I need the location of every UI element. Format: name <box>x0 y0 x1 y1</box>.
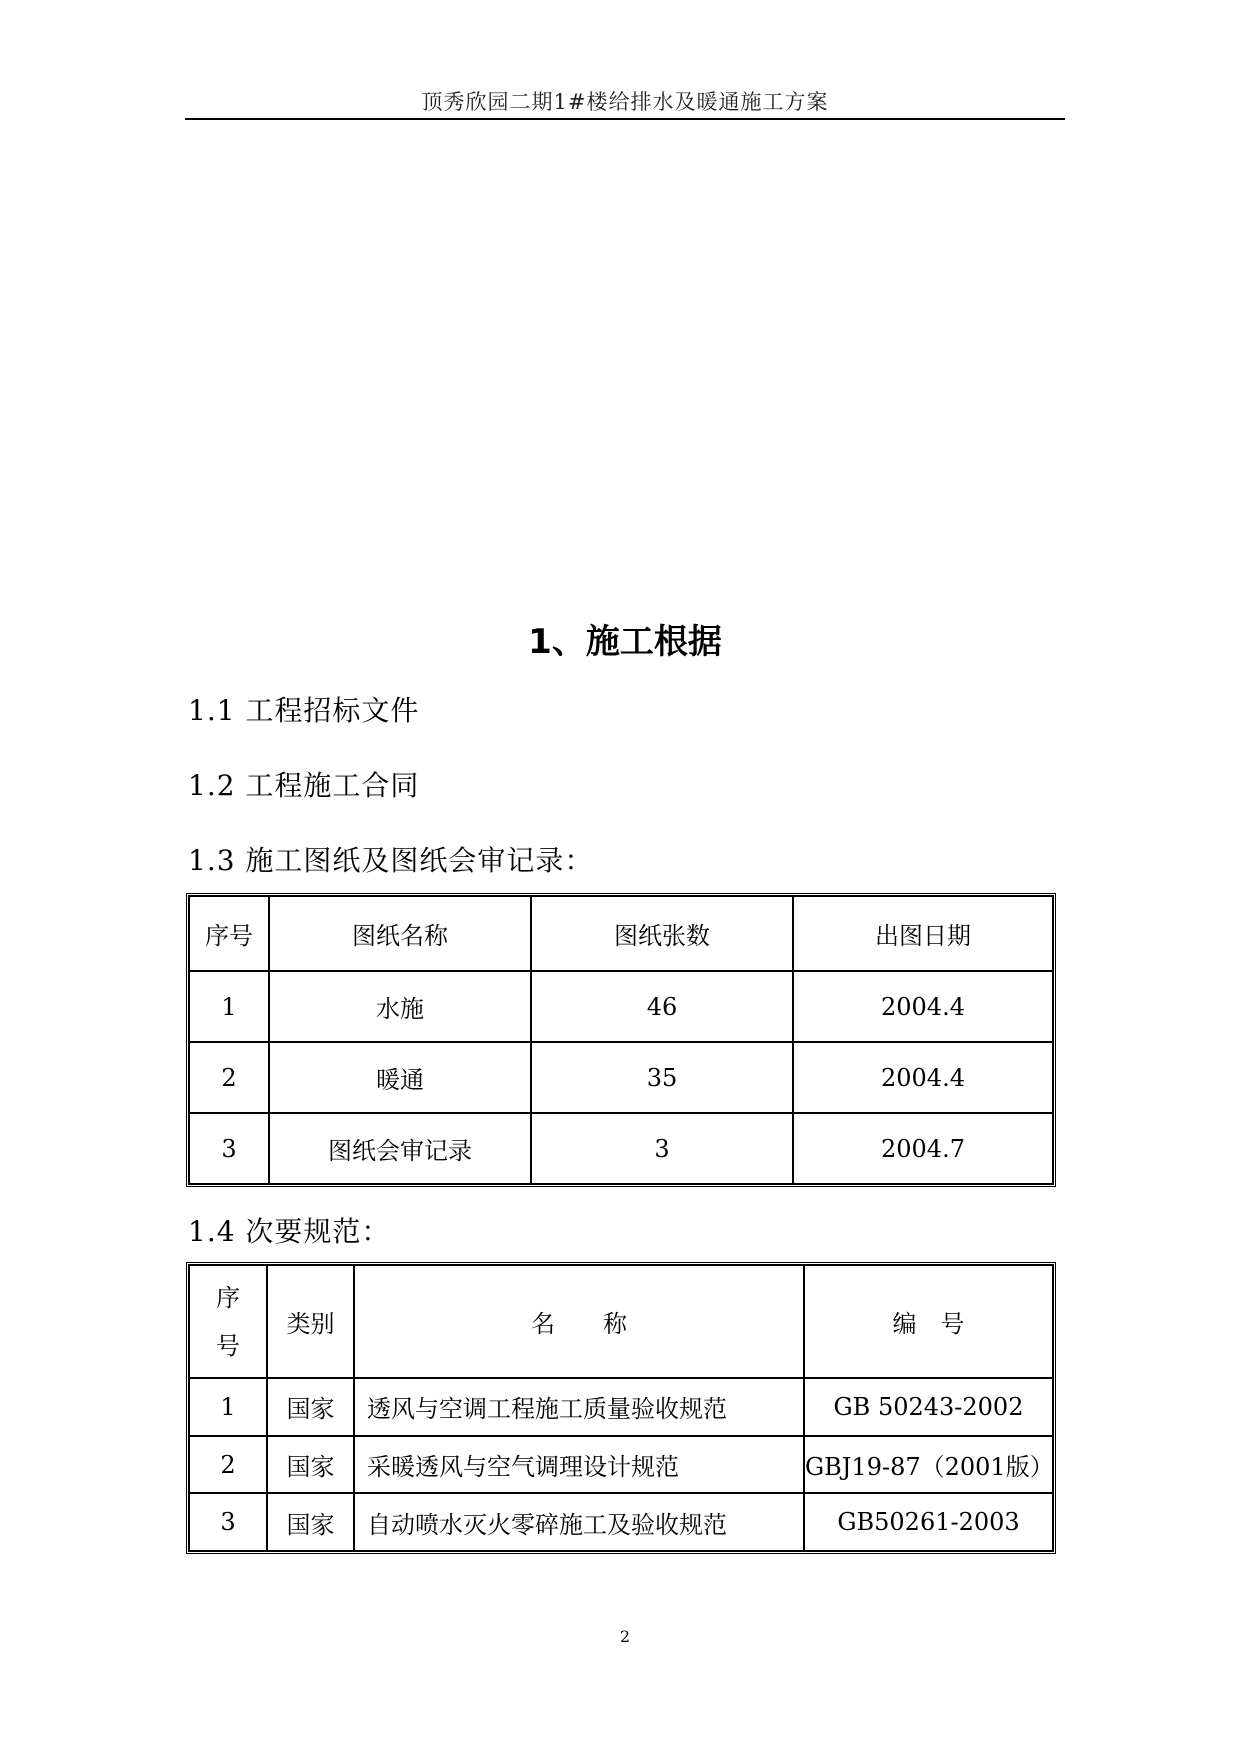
table-cell: 自动喷水灭火零碎施工及验收规范 <box>354 1493 804 1551</box>
table-row <box>189 1436 1053 1494</box>
table-cell: 国家 <box>267 1493 354 1551</box>
table-row <box>189 1493 1053 1551</box>
item-1-4: 1.4 次要规范： <box>188 1215 391 1248</box>
table-cell: 采暖透风与空气调理设计规范 <box>354 1436 804 1494</box>
table-cell: 46 <box>531 971 793 1042</box>
table-cell: 国家 <box>267 1436 354 1494</box>
table-row <box>189 1378 1053 1436</box>
header-cell-name: 名 称 <box>354 1265 804 1378</box>
table-cell: GBJ19-87（2001版） <box>804 1436 1053 1494</box>
table-cell: 2004.7 <box>793 1113 1053 1184</box>
table-cell: GB50261-2003 <box>804 1493 1053 1551</box>
header-seq-top: 序 <box>216 1283 240 1312</box>
table-cell: 2 <box>189 1042 269 1113</box>
table-cell: 图纸会审记录 <box>269 1113 531 1184</box>
header-seq-bottom: 号 <box>216 1331 240 1360</box>
table-cell: 国家 <box>267 1378 354 1436</box>
table-cell: GB 50243-2002 <box>804 1378 1053 1436</box>
table-cell: 2 <box>189 1436 267 1494</box>
item-1-2: 1.2 工程施工合同 <box>188 769 420 802</box>
page-header-title: 顶秀欣园二期1#楼给排水及暖通施工方案 <box>421 90 829 114</box>
page-number: 2 <box>619 1627 631 1646</box>
table-cell: 1 <box>189 1378 267 1436</box>
table-row <box>189 1042 1053 1113</box>
item-1-3: 1.3 施工图纸及图纸会审记录： <box>188 844 594 877</box>
table-row <box>189 1113 1053 1184</box>
table-cell: 2004.4 <box>793 971 1053 1042</box>
table-cell: 水施 <box>269 971 531 1042</box>
section-heading: 1、施工根据 <box>528 622 722 662</box>
table-cell: 35 <box>531 1042 793 1113</box>
header-cell-code: 编 号 <box>804 1265 1053 1378</box>
table-cell: 透风与空调工程施工质量验收规范 <box>354 1378 804 1436</box>
table-cell: 3 <box>189 1113 269 1184</box>
table-cell: 1 <box>189 971 269 1042</box>
header-cell-category: 类别 <box>267 1265 354 1378</box>
header-cell: 出图日期 <box>793 896 1053 971</box>
table-header-row <box>189 1265 1053 1378</box>
header-cell: 序号 <box>189 896 269 971</box>
header-divider <box>185 118 1065 120</box>
table-row <box>189 971 1053 1042</box>
table-header-row <box>189 896 1053 971</box>
table-cell: 3 <box>531 1113 793 1184</box>
header-cell-seq <box>189 1265 267 1378</box>
drawings-table <box>186 893 1056 1187</box>
table-cell: 3 <box>189 1493 267 1551</box>
item-1-1: 1.1 工程招标文件 <box>188 694 420 727</box>
header-cell: 图纸名称 <box>269 896 531 971</box>
header-cell: 图纸张数 <box>531 896 793 971</box>
standards-table <box>186 1262 1056 1554</box>
table-cell: 2004.4 <box>793 1042 1053 1113</box>
table-cell: 暖通 <box>269 1042 531 1113</box>
